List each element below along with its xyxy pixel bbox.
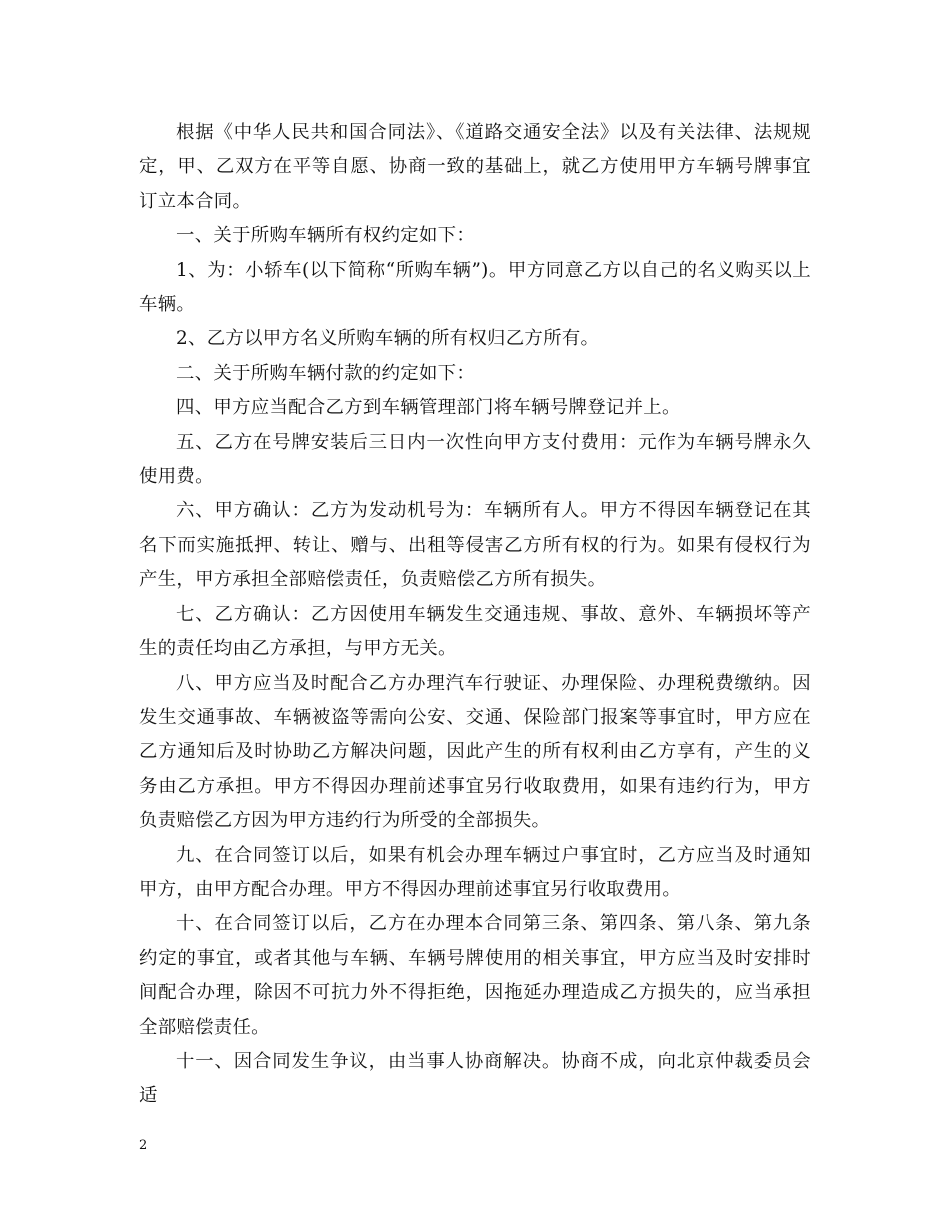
paragraph-clause-5: 五、乙方在号牌安装后三日内一次性向甲方支付费用：元作为车辆号牌永久使用费。: [139, 431, 811, 488]
paragraph-clause-4: 四、甲方应当配合乙方到车辆管理部门将车辆号牌登记并上。: [176, 397, 681, 419]
paragraph-section-1-heading: 一、关于所购车辆所有权约定如下：: [176, 225, 476, 247]
paragraph-clause-8: 八、甲方应当及时配合乙方办理汽车行驶证、办理保险、办理税费缴纳。因发生交通事故、车辆被盗等需向公安、交通、保险部门报案等事宜时，甲方应在乙方通知后及时协助乙方解决问题，因此产生的所有权利由乙方享有，产生的义务由乙方承担。甲方不得因办理前述事宜另行收取费用，如果有违约行为，甲方负责赔偿乙方因为甲方违约行为所受的全部损失。: [139, 672, 811, 832]
paragraph-clause-11: 十一、因合同发生争议，由当事人协商解决。协商不成，向北京仲裁委员会适: [139, 1050, 811, 1107]
page-number: 2: [139, 1138, 148, 1153]
paragraph-clause-6: 六、甲方确认：乙方为发动机号为：车辆所有人。甲方不得因车辆登记在其名下而实施抵押、转让、赠与、出租等侵害乙方所有权的行为。如果有侵权行为产生，甲方承担全部赔偿责任，负责赔偿乙方所有损失。: [139, 500, 811, 591]
contract-body: [139, 116, 811, 1114]
paragraph-item-2: 2、乙方以甲方名义所购车辆的所有权归乙方所有。: [176, 328, 600, 350]
paragraph-preamble: 根据《中华人民共和国合同法》、《道路交通安全法》以及有关法律、法规规定，甲、乙双方在平等自愿、协商一致的基础上，就乙方使用甲方车辆号牌事宜订立本合同。: [139, 122, 811, 212]
paragraph-clause-9: 九、在合同签订以后，如果有机会办理车辆过户事宜时，乙方应当及时通知甲方，由甲方配合办理。甲方不得因办理前述事宜另行收取费用。: [139, 844, 811, 900]
paragraph-clause-7: 七、乙方确认：乙方因使用车辆发生交通违规、事故、意外、车辆损坏等产生的责任均由乙方承担，与甲方无关。: [139, 603, 811, 660]
paragraph-clause-10: 十、在合同签订以后，乙方在办理本合同第三条、第四条、第八条、第九条约定的事宜，或者其他与车辆、车辆号牌使用的相关事宜，甲方应当及时安排时间配合办理，除因不可抗力外不得拒绝，因拖延办理造成乙方损失的，应当承担全部赔偿责任。: [139, 913, 811, 1038]
paragraph-item-1: 1、为：小轿车(以下简称“所购车辆”)。甲方同意乙方以自己的名义购买以上车辆。: [139, 259, 811, 316]
paragraph-section-2-heading: 二、关于所购车辆付款的约定如下：: [176, 362, 476, 384]
